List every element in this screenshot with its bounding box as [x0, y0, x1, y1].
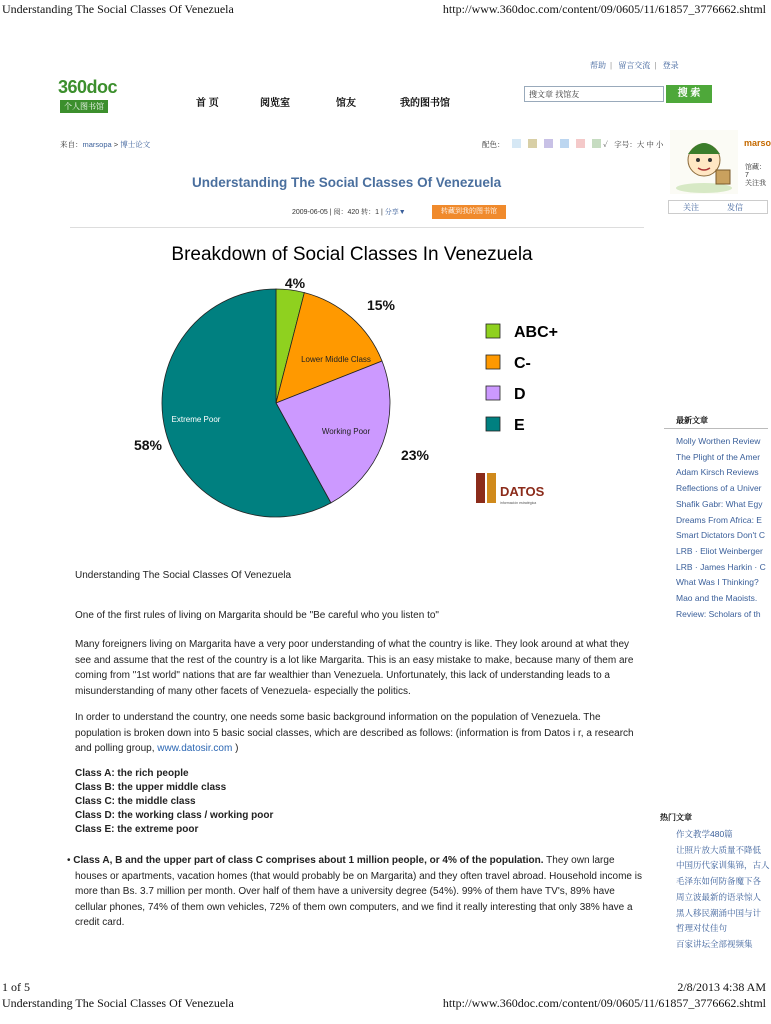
breadcrumb-user[interactable]: marsopa: [82, 140, 112, 149]
legend-swatch: [486, 324, 500, 338]
color-swatch[interactable]: [512, 139, 521, 148]
class-item: Class B: the upper middle class: [75, 782, 227, 793]
paragraph-text: In order to understand the country, one needs some basic background information on the population of Venezuela. The population is broken down into 5 basic social classes, which are described as follows: (information is from Datos i r, a research and polling group,: [75, 712, 634, 754]
datos-logo-subtext: información estratégica: [500, 501, 537, 505]
bullet-bold-text: Class A, B and the upper part of class C comprises about 1 million people, or 4% of the population.: [73, 855, 544, 866]
search-input[interactable]: 搜文章 找馆友: [524, 86, 664, 102]
color-swatch[interactable]: [528, 139, 537, 148]
legend-swatch: [486, 355, 500, 369]
print-footer: [0, 980, 768, 1020]
share-button[interactable]: [385, 209, 406, 216]
color-swatch[interactable]: [576, 139, 585, 148]
latest-article-link[interactable]: Dreams From Africa: E: [676, 514, 762, 525]
legend-label: E: [514, 417, 525, 434]
hot-article-link[interactable]: 让照片放大质量不降低: [676, 844, 762, 855]
legend-label: C-: [514, 355, 531, 372]
bullet-text: They own large houses or apartments, vacation homes (that would probably be on Margarita) and they often travel abroad. Household income is more than Bs. 3.7 million per month. Over half of them have a university degree (54%). 99% of them have TV's, 89% have cellular phones, 74% of them own vehicles, 72% of them own computers, and we find it really interesting that only 38% have a credit card.: [75, 855, 642, 928]
breadcrumb-category[interactable]: 博士论文: [120, 140, 151, 149]
bullet-paragraph: [65, 853, 645, 931]
legend-swatch: [486, 386, 500, 400]
latest-articles-title: 最新文章: [676, 416, 708, 425]
link-separator: |: [654, 61, 657, 70]
hot-article-link[interactable]: 毛泽东如何防备魔下各: [676, 876, 762, 887]
datos-logo-text: DATOS: [500, 484, 545, 499]
top-links: [590, 60, 683, 71]
class-item: Class E: the extreme poor: [75, 824, 199, 835]
follow-button[interactable]: 关注: [683, 203, 699, 212]
latest-articles-list: [676, 434, 768, 622]
print-page-number: 1 of 5: [2, 980, 30, 994]
legend-swatch: [486, 417, 500, 431]
latest-article-link[interactable]: LRB · Eliot Weinberger: [676, 545, 763, 556]
color-picker: [482, 139, 663, 150]
hot-articles-list: [676, 827, 768, 953]
divider: [664, 428, 768, 429]
slice-inner-label: Extreme Poor: [171, 415, 221, 424]
slice-inner-label: Lower Middle Class: [301, 355, 371, 364]
datos-logo: [476, 473, 545, 505]
slice-percent-label: 4%: [284, 275, 306, 291]
guestbook-link[interactable]: 留言交流: [618, 61, 651, 70]
hot-article-link[interactable]: 黑人移民潮涌中国与计: [676, 907, 762, 918]
profile-name[interactable]: marso: [744, 138, 771, 148]
login-link[interactable]: 登录: [662, 61, 679, 70]
color-label: 配色：: [482, 140, 505, 149]
legend-label: D: [514, 386, 526, 403]
profile-actions: [668, 200, 768, 214]
slice-inner-label: Working Poor: [321, 427, 371, 436]
breadcrumb-prefix: 来自：: [60, 140, 83, 149]
help-link[interactable]: 帮助: [590, 61, 606, 70]
slice-percent-label: 58%: [133, 437, 163, 453]
latest-article-link[interactable]: Review: Scholars of th: [676, 608, 761, 619]
datos-link[interactable]: www.datosir.com: [157, 743, 233, 754]
color-swatch[interactable]: [544, 139, 553, 148]
nav-friends[interactable]: 馆友: [336, 98, 356, 109]
nav-my-library[interactable]: 我的图书馆: [400, 98, 450, 109]
article-meta: [292, 207, 406, 217]
divider: [70, 227, 644, 228]
print-footer-title: Understanding The Social Classes Of Venezuela: [2, 996, 234, 1010]
profile-collection-count: 馆藏：7: [745, 164, 766, 179]
chart-title: Breakdown of Social Classes In Venezuela: [171, 244, 533, 265]
save-to-library-button[interactable]: 转藏到我的图书馆: [432, 205, 506, 219]
color-swatch[interactable]: [592, 139, 601, 148]
print-datetime: 2/8/2013 4:38 AM: [677, 980, 766, 994]
logo-subtitle: 个人图书馆: [60, 100, 108, 113]
breadcrumb-separator: >: [111, 140, 121, 149]
slice-percent-label: 15%: [366, 297, 396, 313]
bullet-icon: •: [67, 855, 74, 866]
latest-article-link[interactable]: Molly Worthen Review: [676, 436, 761, 446]
print-header-url: http://www.360doc.com/content/09/0605/11/61857_3776662.shtml: [442, 2, 766, 16]
pie-chart: [120, 236, 580, 536]
class-item: Class A: the rich people: [75, 768, 189, 779]
latest-article-link[interactable]: Shafik Gabr: What Egy: [676, 498, 763, 509]
paragraph: [75, 710, 643, 757]
latest-article-link[interactable]: Mao and the Maoists.: [676, 593, 758, 604]
print-header-title: Understanding The Social Classes Of Venezuela: [2, 2, 234, 16]
check-icon: ✓: [603, 140, 608, 149]
print-header: [0, 2, 768, 18]
font-size-control[interactable]: 字号：大 中 小: [614, 140, 664, 149]
legend-label: ABC+: [514, 324, 559, 341]
link-separator: |: [610, 61, 613, 70]
nav-home[interactable]: 首 页: [196, 98, 219, 109]
paragraph-text: ): [232, 743, 239, 754]
latest-article-link[interactable]: Adam Kirsch Reviews: [676, 467, 759, 478]
avatar[interactable]: [670, 130, 738, 194]
paragraph: Many foreigners living on Margarita have a very poor understanding of what the country is like. They look around at what they see and assume that the rest of the country is a lot like Margarita. This is an easy mistake to make, because many of them are coming from "1st world" nations that are far wealthier than Venezuela. Unfortunately, this lack of understanding leads to a misunderstanding of many other facets of Venezuela- especially the politics.: [75, 639, 634, 697]
hot-article-link[interactable]: 中国历代家训集锦，古人: [676, 860, 770, 871]
print-footer-url: http://www.360doc.com/content/09/0605/11/61857_3776662.shtml: [442, 996, 766, 1010]
latest-article-link[interactable]: Reflections of a Univer: [676, 483, 762, 494]
article-caption: Understanding The Social Classes Of Venezuela: [75, 570, 292, 581]
paragraph: One of the first rules of living on Margarita should be "Be careful who you listen to": [75, 610, 439, 621]
hot-article-link[interactable]: 周立波最新的语录惊人: [676, 891, 762, 902]
hot-article-link[interactable]: 百家讲坛全部视频集: [676, 938, 753, 949]
latest-article-link[interactable]: What Was I Thinking?: [676, 577, 759, 588]
latest-article-link[interactable]: The Plight of the Amer: [676, 451, 761, 462]
class-list: [75, 767, 643, 837]
chevron-down-icon: ▼: [398, 209, 406, 216]
share-label: 分享: [384, 209, 399, 216]
latest-article-link[interactable]: Smart Dictators Don't C: [676, 530, 766, 541]
logo-brand: 360doc: [58, 77, 118, 97]
breadcrumb: [60, 139, 150, 150]
class-item: Class C: the middle class: [75, 796, 196, 807]
article-title: Understanding The Social Classes Of Venezuela: [192, 175, 502, 190]
hot-article-link[interactable]: 作文教学480篇: [676, 829, 733, 839]
hot-articles-title: 热门文章: [660, 813, 692, 822]
hot-article-link[interactable]: 哲理对仗佳句: [676, 923, 728, 934]
nav-reading-room[interactable]: 阅览室: [260, 98, 290, 109]
profile-followers: 关注我: [745, 180, 766, 187]
class-item: Class D: the working class / working poor: [75, 810, 274, 821]
slice-percent-label: 23%: [400, 447, 430, 463]
latest-article-link[interactable]: LRB · James Harkin · C: [676, 561, 766, 572]
site-logo[interactable]: [58, 77, 132, 111]
article-stats: 2009-06-05 | 阅：420 转：1 |: [292, 209, 383, 216]
search-button[interactable]: 搜 索: [666, 85, 712, 103]
color-swatch[interactable]: [560, 139, 569, 148]
message-button[interactable]: 发信: [727, 203, 743, 212]
